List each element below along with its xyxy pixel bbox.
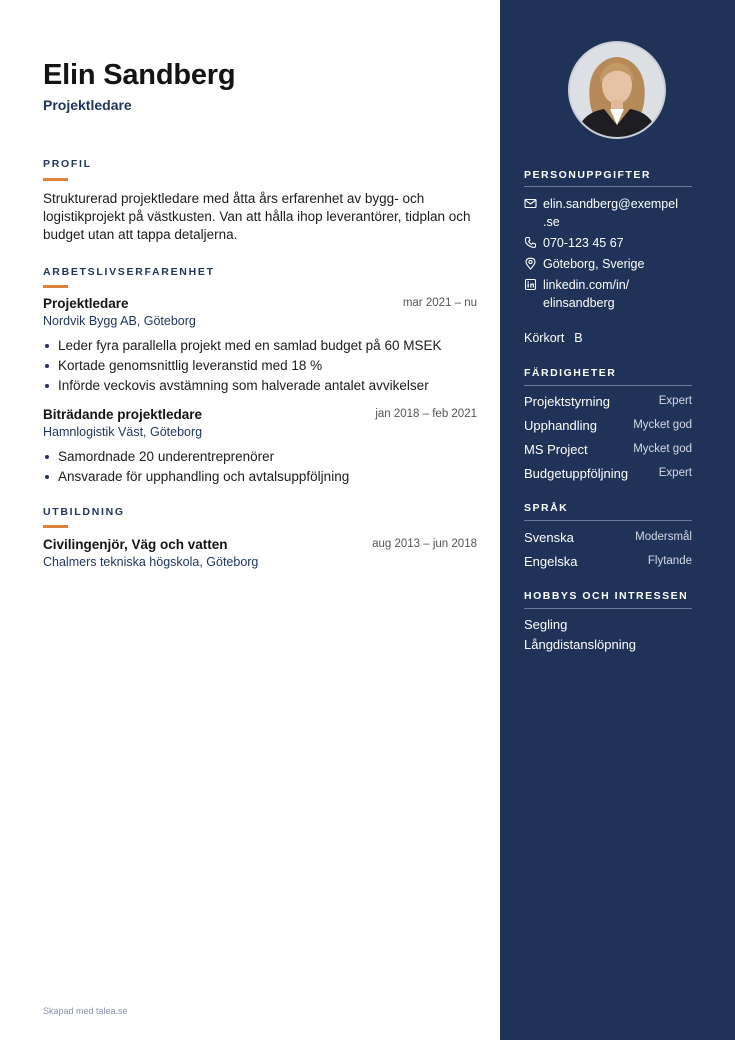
job-header (43, 407, 477, 425)
job-bullet-text: Införde veckovis avstämning som halverade antalet avvikelser (58, 378, 429, 393)
contact-email[interactable] (524, 195, 692, 231)
contact-list (524, 195, 692, 312)
skill-row (524, 394, 692, 414)
location-pin-icon (524, 257, 537, 270)
job-organization: Hamnlogistik Väst, Göteborg (43, 425, 203, 439)
contact-location-text: Göteborg, Sverige (543, 257, 645, 271)
footer-credit: Skapad med talea.se (43, 1006, 128, 1016)
education-header (43, 537, 477, 555)
section-divider (524, 608, 692, 609)
skill-name: Budgetuppföljning (524, 466, 629, 481)
section-title-education: UTBILDNING (43, 506, 125, 518)
job-entry (43, 296, 477, 396)
section-divider (524, 385, 692, 386)
drivers-license (524, 331, 692, 345)
skill-row (524, 466, 692, 486)
job-organization: Nordvik Bygg AB, Göteborg (43, 314, 196, 328)
language-level: Modersmål (635, 531, 692, 543)
job-title: Projektledare (43, 296, 129, 311)
language-level: Flytande (647, 555, 692, 567)
job-date: jan 2018 – feb 2021 (375, 408, 477, 420)
job-bullet-text: Ansvarade för upphandling och avtalsuppföljning (58, 469, 350, 484)
language-row (524, 554, 692, 574)
job-bullet (43, 447, 477, 467)
contact-email-line2: .se (543, 215, 560, 229)
language-name: Engelska (524, 554, 578, 569)
language-row (524, 530, 692, 550)
skill-row (524, 442, 692, 462)
contact-phone-text: 070-123 45 67 (543, 236, 624, 250)
section-accent-rule (43, 525, 68, 528)
hobby-item: Segling (524, 617, 568, 632)
skill-level: Expert (658, 467, 692, 479)
job-bullet (43, 336, 477, 356)
section-title-hobbies: HOBBYS OCH INTRESSEN (524, 590, 689, 602)
section-divider (524, 520, 692, 521)
bullet-dot (45, 344, 49, 348)
license-label: Körkort (524, 331, 565, 345)
job-bullet-text: Samordnade 20 underentreprenörer (58, 449, 275, 464)
contact-email-line1: elin.sandberg@exempel (543, 197, 678, 211)
skill-level: Mycket god (633, 443, 692, 455)
job-date: mar 2021 – nu (402, 297, 477, 309)
person-role: Projektledare (43, 97, 132, 113)
job-bullet (43, 376, 477, 396)
skill-level: Expert (658, 395, 692, 407)
section-title-profile: PROFIL (43, 158, 92, 170)
section-title-skills: FÄRDIGHETER (524, 367, 617, 379)
bullet-dot (45, 455, 49, 459)
job-entry (43, 407, 477, 487)
section-divider (524, 186, 692, 187)
phone-icon (524, 236, 537, 249)
section-accent-rule (43, 178, 68, 181)
avatar (568, 41, 666, 139)
education-entry (43, 537, 477, 573)
job-bullet (43, 467, 477, 487)
linkedin-icon (524, 278, 537, 291)
bullet-dot (45, 384, 49, 388)
education-degree: Civilingenjör, Väg och vatten (43, 537, 228, 552)
section-accent-rule (43, 285, 68, 288)
skill-name: MS Project (524, 442, 588, 457)
job-bullet (43, 356, 477, 376)
skill-level: Mycket god (633, 419, 692, 431)
language-name: Svenska (524, 530, 574, 545)
section-title-personal: PERSONUPPGIFTER (524, 169, 651, 181)
bullet-dot (45, 364, 49, 368)
job-bullets (43, 447, 477, 487)
profile-text: Strukturerad projektledare med åtta års erfarenhet av bygg- och logistikprojekt på västkusten. Van att hålla ihop leverantörer, tidplan och budget utan att tappa detaljerna. (43, 191, 471, 243)
job-header (43, 296, 477, 314)
sidebar (500, 0, 735, 1040)
avatar-portrait (570, 43, 664, 137)
education-school: Chalmers tekniska högskola, Göteborg (43, 555, 259, 569)
job-bullets (43, 336, 477, 396)
contact-location (524, 255, 692, 273)
skill-row (524, 418, 692, 438)
section-title-languages: SPRÅK (524, 502, 569, 514)
contact-phone[interactable] (524, 234, 692, 252)
bullet-dot (45, 475, 49, 479)
skill-name: Projektstyrning (524, 394, 610, 409)
job-title: Biträdande projektledare (43, 407, 203, 422)
education-date: aug 2013 – jun 2018 (372, 538, 477, 550)
section-title-experience: ARBETSLIVSERFARENHET (43, 266, 215, 278)
license-value: B (574, 331, 583, 345)
contact-linkedin[interactable] (524, 276, 692, 312)
hobby-item: Långdistanslöpning (524, 637, 637, 652)
contact-linkedin-line1: linkedin.com/in/ (543, 278, 630, 292)
contact-linkedin-line2: elinsandberg (543, 296, 615, 310)
skill-name: Upphandling (524, 418, 598, 433)
job-bullet-text: Leder fyra parallella projekt med en samlad budget på 60 MSEK (58, 338, 442, 353)
mail-icon (524, 197, 537, 210)
job-bullet-text: Kortade genomsnittlig leveranstid med 18 % (58, 358, 323, 373)
person-name: Elin Sandberg (43, 59, 236, 91)
